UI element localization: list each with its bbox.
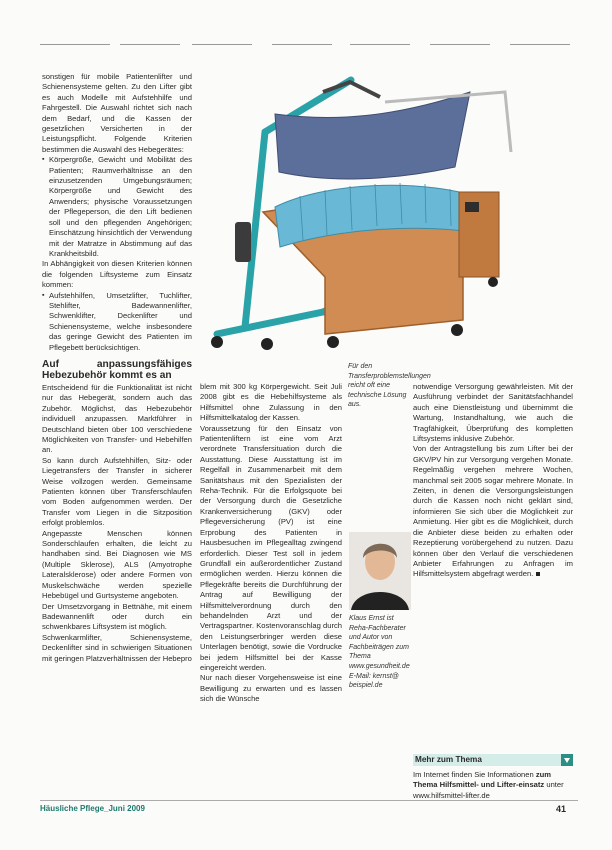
top-rule	[120, 44, 180, 45]
bed-wheel	[327, 336, 339, 348]
bed-control	[465, 202, 479, 212]
author-caption: Klaus Ernst ist Reha-Fachberater und Autor von Fachbeiträgen zum Thema www.gesundheit.de E-Mail: kernst@ beispiel.de	[349, 615, 410, 690]
more-info-box	[413, 754, 573, 766]
column-1-paragraph: So kann durch Aufstehhilfen, Sitz- oder Liegetransfers der Transfer in sicherer Weise vollzogen werden. Gemeinsame Patienten können über Transferschlaufen vom Boden aufgenommen werden. Der Transfer vom Liegen in die Sitzposition erfolgt problemlos.	[42, 455, 192, 528]
more-info-bold: zum Thema Hilfsmittel- und Lifter-einsatz	[413, 770, 552, 790]
column-2	[200, 382, 342, 705]
end-mark-icon	[536, 572, 540, 576]
arrow-down-icon	[561, 754, 573, 766]
footer-rule	[40, 800, 578, 801]
lift-wheel	[211, 336, 223, 348]
column-3-paragraph-text: Von der Antragstellung bis zum Lifter bei der GKV/PV hin zur Versorgung vergehen Monate. Regelmäßig vergehen mehrere Wochen, manchmal seit 2005 sogar mehrere Monate. In Zeiten, in denen die Versorgungsleistungen durch die Kassen noch nicht geklärt sind, informieren Sie sich über die Möglichkeit zur Anmietung. Hier gibt es die Möglichkeit, durch die Anbieter diese beiden zu erhalten oder Rezeptierung vorübergehend zu nutzen. Dazu können über den Verlauf die verschiedenen Anbieter Erfahrungen zu Anfragen im Hilfsmittelsystem abgefragt werden.	[413, 444, 573, 579]
photo-caption: Für den Transferproblemstellungen reicht oft eine technische Lösung aus.	[348, 363, 431, 409]
column-1-paragraph: Der Umsetzvorgang in Bettnähe, mit einem Badewannenlift oder durch ein schwenkbares Liftsystem ist möglich.	[42, 601, 192, 632]
column-1-paragraph: Entscheidend für die Funktionalität ist nicht nur das Hebegerät, sondern auch das Zubehör. Möglichst, das Hebezubehör individuell anzupassen. Marktführer in Deutschland bieten über 100 verschiedene Möglichkeiten von Transfer- und Hebehilfen an.	[42, 382, 192, 455]
criteria-list	[42, 155, 192, 259]
column-1-paragraph: In Abhängigkeit von diesen Kriterien können die folgenden Liftsysteme zum Einsatz kommen:	[42, 259, 192, 290]
column-2-paragraph: blem mit 300 kg Körpergewicht. Seit Juli 2008 gibt es die Hebehilfsysteme als Hilfsmittel ohne Zulassung in den Hilfsmittelkatalog der Kassen.	[200, 382, 342, 423]
column-3-paragraph: notwendige Versorgung gewährleisten. Mit der Ausführung verbindet der Sanitätsfachhandel auch eine Dienstleistung und übernimmt die Wartung, Instandhaltung, wie auch die Tragfähigkeit, Überprüfung des kompletten Liftsystems inklusive Zubehör.	[413, 382, 573, 444]
lift-system-item: ▪ Aufstehhilfen, Umsetzlifter, Tuchlifter, Stehlifter, Badewannenlifter, Schwenklifter, Deckenlifter und Schienensysteme, welche insbesondere das geringe Gewicht des Patienten im Pflegebett berücksichtigen.	[49, 291, 192, 353]
top-rule	[510, 44, 570, 45]
more-info-plain: Im Internet finden Sie Informationen	[413, 770, 534, 779]
column-2-paragraph: Voraussetzung für den Einsatz von Patientenliftern ist eine vom Arzt verordnete Transfersituation durch die Ausstattung. Diese Ausstattung ist im Regelfall in Zusammenarbeit mit dem Sanitätshaus mit den Spezialisten der Reha-Technik. Für die Erfolgsquote bei der Versorgung durch die Gesetzliche Krankenversicherung (GKV) oder Pflegeversicherung (PV) ist eine Erprobung des Patienten in Hausbesuchen im Pflegealltag zwingend erforderlich. Dieser Test soll in jedem Grundfall ein außerordentlicher Zustand ermöglichen werden. Hierzu können die Pflegekräfte bereits die Durchführung der Antrag auf Bewilligung der Hilfsmittelverordnung durch den behandelnden Arzt und der Vertragspartner. Kostenvoranschlag durch den Leistungserbringer werden diese Unterlagen benötigt, sowie die Vordrucke bei jedem Hilfsmittel bei der Kasse eingereicht werden.	[200, 423, 342, 672]
more-info-text	[413, 770, 573, 801]
section-heading: Auf anpassungsfähiges Hebezubehör kommt es an	[42, 358, 192, 382]
top-rule	[350, 44, 410, 45]
bed-wheel	[488, 277, 498, 287]
top-rule	[272, 44, 332, 45]
column-3-paragraph	[413, 444, 573, 579]
patient-lift-photo	[205, 72, 517, 360]
column-1-paragraph: Schwenkarmlifter, Schienensysteme, Deckenlifter sind in schwierigen Situationen mit geringen Platzverhältnissen der Hebepro	[42, 632, 192, 663]
column-1-paragraph: Angepasste Menschen können Sonderschlaufen erhalten, die leicht zu handhaben sind. Bei Diagnosen wie MS (Multiple Sklerose), ALS (Amyotrophe Lateralsklerose) oder andere Formen von Muskelschwäche werden spezielle Hebebügel und Gurtsysteme angeboten.	[42, 528, 192, 601]
criteria-item: ▪ Körpergröße, Gewicht und Mobilität des Patienten; Raumverhältnisse an den einzusetzenden Umgebungsräumen; Körpergröße und Gewicht des Anwenders; physische Voraussetzungen der Pflegeperson, die den Lift bedienen soll und den pflegenden Angehörigen; Einschätzung hinsichtlich der Verwendung mit der Matratze in Abstimmung auf das Krankheitsbild.	[49, 155, 192, 259]
lift-controller	[235, 222, 251, 262]
top-rule	[40, 44, 110, 45]
lift-system-list	[42, 291, 192, 353]
column-1	[42, 72, 192, 664]
more-info-title: Mehr zum Thema	[415, 755, 482, 764]
column-3	[413, 382, 573, 580]
page-number: 41	[556, 804, 567, 814]
more-info-link[interactable]: unter www.hilfsmittel-lifter.de	[413, 780, 564, 800]
lift-wheel	[261, 338, 273, 350]
author-portrait	[349, 532, 411, 610]
top-rule	[430, 44, 490, 45]
footer-publication: Häusliche Pflege_Juni 2009	[40, 804, 145, 813]
bed-wheel	[451, 324, 463, 336]
top-rule	[192, 44, 252, 45]
column-1-intro: sonstigen für mobile Patientenlifter und Schienensysteme gelten. Zu den Lifter gibt es auch Modelle mit Aufstehhilfe und Fahrgestell. Die Auswahl richtet sich nach dem Bedarf, und die Kassen der gesetzlichen Versicherten in der Leistungspflicht. Folgende Kriterien bestimmen die Auswahl des Hebegerätes:	[42, 72, 192, 154]
column-2-paragraph: Nur nach dieser Vorgehensweise ist eine Bewilligung zu erwarten und es lassen sich die Wünsche	[200, 673, 342, 704]
